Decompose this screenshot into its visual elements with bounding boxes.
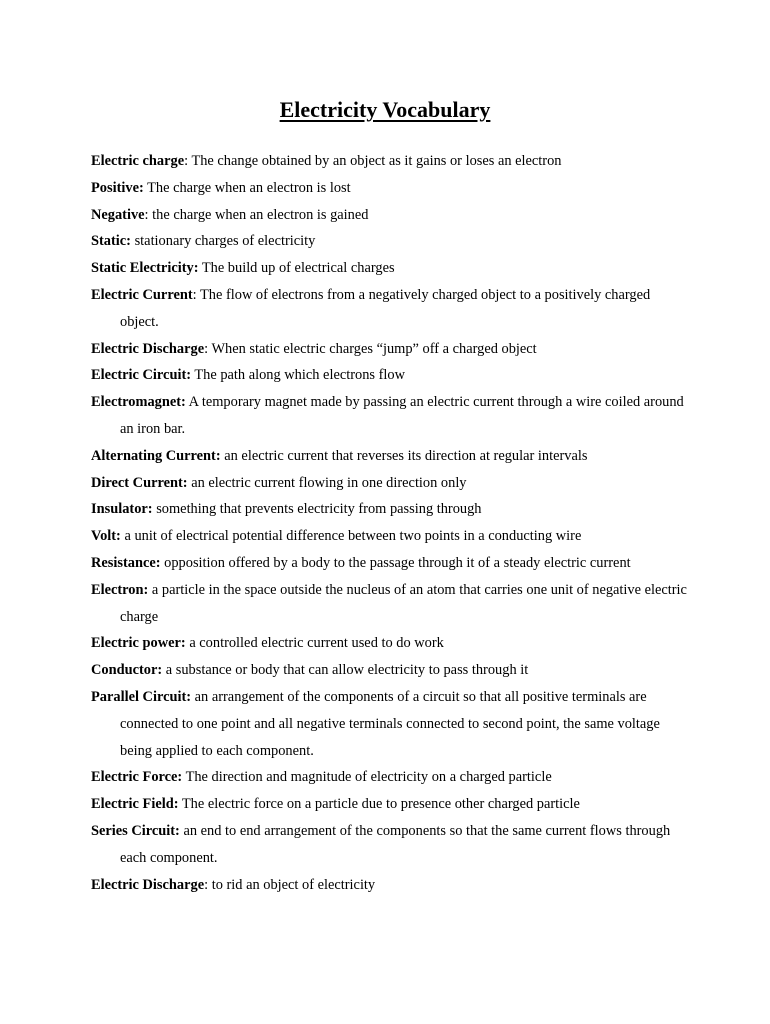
- vocab-entry: [91, 577, 691, 631]
- vocab-term: Series Circuit:: [91, 822, 180, 839]
- term-separator: :: [192, 286, 200, 303]
- term-separator: :: [204, 876, 212, 893]
- term-separator: :: [184, 153, 192, 169]
- vocab-term: Alternating Current:: [91, 447, 221, 464]
- vocab-entry: [91, 228, 691, 255]
- vocab-definition: The charge when an electron is lost: [147, 179, 351, 196]
- vocab-definition: a particle in the space outside the nucleus of an atom that carries one unit of negative electric charge: [120, 581, 687, 625]
- vocab-term: Parallel Circuit:: [91, 688, 192, 705]
- vocab-term: Electric Current: [91, 286, 193, 303]
- vocab-definition: opposition offered by a body to the passage through it of a steady electric current: [164, 554, 631, 571]
- vocab-entry: [91, 362, 691, 389]
- vocab-term: Direct Current:: [91, 474, 188, 491]
- vocab-entry: [91, 684, 691, 764]
- vocab-definition: When static electric charges “jump” off a charged object: [211, 340, 537, 357]
- vocab-definition: The change obtained by an object as it gains or loses an electron: [191, 153, 562, 169]
- vocab-definition: stationary charges of electricity: [134, 233, 316, 250]
- vocab-term: Electromagnet:: [91, 394, 186, 411]
- vocab-entry: [91, 630, 691, 657]
- vocab-entry: [91, 791, 691, 818]
- vocab-term: Static:: [91, 233, 131, 250]
- vocab-term: Positive:: [91, 179, 144, 196]
- vocab-entry: [91, 148, 691, 175]
- vocab-entry: [91, 550, 691, 577]
- vocab-entry: [91, 764, 691, 791]
- vocab-definition: to rid an object of electricity: [211, 876, 376, 893]
- vocab-term: Electric Discharge: [91, 340, 205, 357]
- vocab-term: Negative: [91, 206, 145, 223]
- vocabulary-list: [91, 148, 691, 898]
- vocab-entry: [91, 443, 691, 470]
- vocab-entry: [91, 818, 691, 872]
- vocab-term: Electric power:: [91, 635, 186, 652]
- vocab-term: Volt:: [91, 528, 121, 545]
- term-separator: :: [204, 340, 212, 357]
- vocab-term: Insulator:: [91, 501, 153, 518]
- vocab-entry: [91, 202, 691, 229]
- vocab-entry: [91, 657, 691, 684]
- vocab-entry: [91, 523, 691, 550]
- page-title: Electricity Vocabulary: [279, 97, 491, 122]
- vocab-term: Electric Field:: [91, 796, 179, 813]
- term-separator: :: [144, 206, 153, 223]
- vocab-term: Electric Force:: [91, 769, 183, 786]
- vocab-entry: [91, 255, 691, 282]
- vocab-entry: [91, 470, 691, 497]
- vocab-definition: The path along which electrons flow: [194, 367, 405, 384]
- vocab-entry: [91, 496, 691, 523]
- vocab-definition: an arrangement of the components of a circuit so that all positive terminals are connected to one point and all negative terminals connected to second point, the same voltage being applied to each component.: [120, 688, 660, 759]
- vocab-term: Conductor:: [91, 662, 163, 679]
- vocab-term: Resistance:: [91, 554, 161, 571]
- vocab-definition: the charge when an electron is gained: [152, 206, 369, 223]
- vocab-definition: The direction and magnitude of electricity on a charged particle: [185, 769, 552, 786]
- vocab-definition: something that prevents electricity from passing through: [156, 501, 482, 518]
- vocab-entry: [91, 336, 691, 363]
- vocab-entry: [91, 175, 691, 202]
- vocab-term: Static Electricity:: [91, 260, 199, 277]
- vocab-definition: A temporary magnet made by passing an electric current through a wire coiled around an iron bar.: [120, 394, 684, 437]
- vocab-definition: The build up of electrical charges: [201, 260, 395, 277]
- vocab-definition: a substance or body that can allow electricity to pass through it: [165, 662, 529, 679]
- vocab-entry: [91, 389, 691, 443]
- vocab-definition: The flow of electrons from a negatively charged object to a positively charged object.: [120, 286, 651, 330]
- vocab-definition: an end to end arrangement of the components so that the same current flows through each component.: [120, 822, 671, 866]
- vocab-entry: [91, 282, 691, 336]
- vocab-definition: a unit of electrical potential difference between two points in a conducting wire: [124, 528, 582, 545]
- vocab-entry: [91, 872, 691, 899]
- vocab-term: Electric Discharge: [91, 876, 205, 893]
- vocab-term: Electron:: [91, 581, 149, 598]
- vocab-definition: The electric force on a particle due to presence other charged particle: [181, 796, 580, 813]
- vocab-term: Electric charge: [91, 153, 185, 169]
- vocab-term: Electric Circuit:: [91, 367, 192, 384]
- vocab-definition: a controlled electric current used to do work: [189, 635, 444, 652]
- vocab-definition: an electric current flowing in one direction only: [191, 474, 467, 491]
- vocab-definition: an electric current that reverses its direction at regular intervals: [224, 447, 588, 464]
